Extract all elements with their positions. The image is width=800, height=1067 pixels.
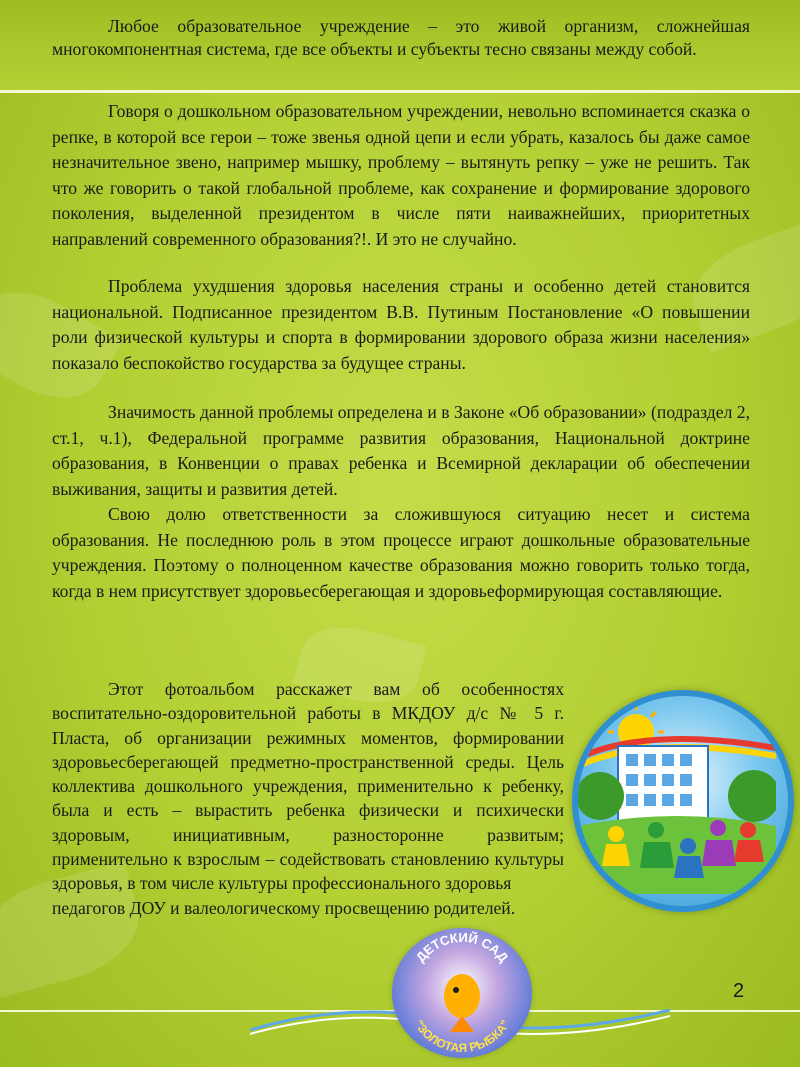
emblem-graphic xyxy=(578,696,776,894)
intro-paragraph: Любое образовательное учреждение – это живой организм, сложнейшая многокомпонентная система, где все объекты и субъекты тесно связаны между собой. xyxy=(52,16,750,59)
tree-right-icon xyxy=(728,770,776,822)
goldfish-icon xyxy=(444,974,480,1018)
top-divider xyxy=(0,90,800,93)
paragraph-photo-album-text: Этот фотоальбом расскажет вам об особенностях воспитательно-оздоровительной работы в МКДОУ д/с № 5 г. Пласта, об организации режимных моментов, формировании здоровьесберегающей предметно-пространственной среды. Цель коллектива дошкольного учреждения, применительно к ребенку, была и есть – вырастить ребенка физически и психически здоровым, инициативным, разносторонне развитым; применительно к взрослым – содействовать становлению культуры здоровья, в том числе культуры профессионального здоровья xyxy=(52,679,564,894)
tree-left-icon xyxy=(578,772,624,820)
paragraph-law: Значимость данной проблемы определена и в Законе «Об образовании» (подраздел 2, ст.1, ч.1), Федеральной программе развития образования, Национальной доктрине образования, в Конвенции о правах ребенка и Всемирной декларации об обеспечении выживания, защиты и развития детей. xyxy=(52,402,750,499)
page-number: 2 xyxy=(733,980,745,1002)
paragraph-photo-album xyxy=(52,677,564,920)
logo-bottom-text: "ЗОЛОТАЯ РЫБКА" xyxy=(411,1017,513,1056)
paragraph-responsibility: Свою долю ответственности за сложившуюся ситуацию несет и система образования. Не последнюю роль в этом процессе играют дошкольные образовательные учреждения. Поэтому о полноценном качестве образования можно говорить только тогда, когда в нем присутствует здоровьесберегающая и здоровьеформирующая составляющие. xyxy=(52,504,750,601)
golden-fish-logo xyxy=(392,928,532,1058)
goldfish-tail-icon xyxy=(450,1016,474,1032)
golden-fish-logo-graphic xyxy=(392,928,532,1058)
paragraph-photo-album-tail: педагогов ДОУ и валеологическому просвещению родителей. xyxy=(52,897,516,918)
paragraph-health-problem: Проблема ухудшения здоровья населения страны и особенно детей становится национальной. Подписанное президентом В.В. Путиным Постановление «О повышении роли физической культуры и спорта в формировании здорового образа жизни населения» показало беспокойство государства за будущее страны. xyxy=(52,276,750,373)
kindergarten-emblem-illustration xyxy=(572,690,794,912)
paragraph-fairy-tale: Говоря о дошкольном образовательном учреждении, невольно вспоминается сказка о репке, в которой все герои – тоже звенья одной цепи и если убрать, казалось бы даже самое незначительное звено, например мышку, проблему – вытянуть репку – уже не решить. Так что же говорить о такой глобальной проблеме, как сохранение и формирование здорового поколения, выделенной президентом в числе пяти наиважнейших, приоритетных направлений современного образования?!. И это не случайно. xyxy=(52,101,750,249)
logo-top-text: ДЕТСКИЙ САД xyxy=(412,929,512,965)
